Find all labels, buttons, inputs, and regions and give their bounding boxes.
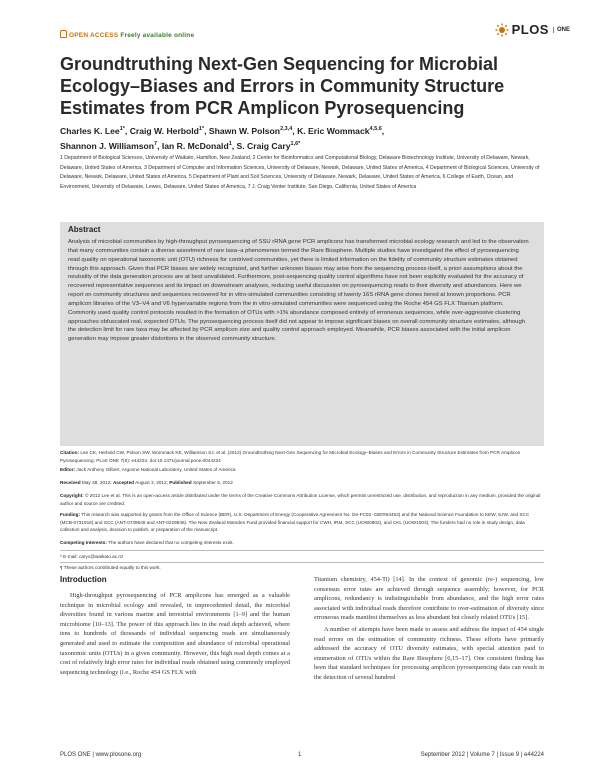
intro-paragraph: Titanium chemistry, 454-Ti) [14]. In the context of genomic (re-) sequencing, low consensus error rates are achieved through sequence assembly; however, for PCR amplicons, redundancy is indistinguishable from abundance, and the high error rates associated with individual reads therefore contribute to over-estimation of diversity since erroneous reads manifest themselves as less abundant but closely related OTUs [15]. [314, 576, 544, 622]
journal-sub: ONE [553, 27, 570, 33]
author-name: S. Craig Cary [236, 140, 291, 151]
page-header [60, 22, 570, 40]
intro-paragraph: A number of attempts have been made to assess and address the impact of 454 single read errors on the estimation of community richness. These efforts have primarily addressed the accuracy of OTU diversity estimates, with special attention paid to enumeration of OTUs within the Rare Biosphere [6,15–17]. One consistent finding has been that standard techniques for processing amplicon pyrosequencing data can result in the detection of several hundred [314, 625, 544, 681]
author-name: Shawn W. Polson [208, 125, 281, 136]
freely-available-label: Freely available online [120, 32, 195, 39]
footer-issue-info: September 2012 | Volume 7 | Issue 9 | e44224 [420, 752, 544, 758]
abstract-box [60, 222, 544, 446]
competing-interests: Competing Interests: The authors have declared that no competing interests exist. [60, 540, 234, 545]
open-access-lock-icon [60, 30, 67, 38]
email[interactable]: * E-mail: caryc@waikato.ac.nz [60, 554, 124, 559]
author-name: Shannon J. Williamson [60, 140, 154, 151]
journal-name: PLOS [511, 22, 549, 37]
author-affiliation-marker: 1* [119, 126, 125, 132]
plos-one-logo [495, 22, 570, 37]
intro-column-2 [314, 575, 544, 683]
author-name: Ian R. McDonald [161, 140, 229, 151]
author-affiliation-marker: 4,5,6 [369, 126, 382, 132]
author-name: K. Eric Wommack [297, 125, 370, 136]
editor: Editor: Jack Anthony Gilbert, Argonne National Laboratory, United States of America [60, 467, 236, 472]
divider [60, 550, 544, 551]
intro-column-1 [60, 591, 290, 677]
author-name: Craig W. Herbold [129, 125, 199, 136]
equal-contribution-note: ¶ These authors contributed equally to this work. [60, 565, 161, 570]
divider [60, 562, 544, 563]
author-affiliation-marker: 1,6* [290, 140, 301, 147]
author-affiliation-marker: 7 [154, 140, 158, 147]
dates: Received May 28, 2012; Accepted August 3, 2012; Published September 6, 2012 [60, 480, 233, 485]
footer-journal-url[interactable]: PLOS ONE | www.plosone.org [60, 752, 142, 758]
page-number: 1 [298, 752, 302, 758]
copyright: Copyright: © 2012 Lee et al. This is an open-access article distributed under the terms of the Creative Commons Attribution License, which permits unrestricted use, distribution, and reproduction in any medium, provided the original author and source are credited. [60, 493, 541, 506]
author-name: Charles K. Lee [60, 125, 120, 136]
author-affiliation-marker: 2,3,4 [280, 126, 293, 132]
affiliations: 1 Department of Biological Sciences, University of Waikato, Hamilton, New Zealand, 2 Center for Bioinformatics and Computational Biology, Delaware Biotechnology Institute, University of Delaware, Newark, Delaware, United States of America, 3 Department of Computer and Information Sciences, University of Delaware, Newark, Delaware, United States of America, 4 Department of Biological Sciences, University of Delaware, Newark, Delaware, United States of America, 5 Department of Plant and Soil Sciences, University of Delaware, Newark, Delaware, United States of America, 6 College of Earth, Ocean, and Environment, University of Delaware, Lewes, Delaware, United States of America, 7 J. Craig Venter Institute, San Diego, California, United States of America [60, 155, 540, 190]
author-affiliation-marker: 1* [198, 126, 205, 132]
author-affiliation-marker: 1 [228, 140, 232, 147]
intro-paragraph: High-throughput pyrosequencing of PCR amplicons has emerged as a valuable technique in microbial ecology and revealed, in unprecedented detail, the microbial diversities found in various marine and terrestrial environments [1–9] and the human microbiome [10–13]. The power of this approach lies in the read depth achieved, where tens to hundreds of thousands of individual sequencing reads are simultaneously generated and used to estimate the composition and abundance of microbial operational taxonomic units (OTUs) in a given community. However, this high read depth comes at a cost of relatively high error rates for individual reads obtained using commonly employed sequencing technology (i.e., Roche 454 GS FLX with [60, 592, 290, 676]
citation: Citation: Lee CK, Herbold CW, Polson SW, Wommack KE, Williamson SJ, et al. (2012) Groundtruthing Next-Gen Sequencing for Microbial Ecology–Biases and Errors in Community Structure Estimates from PCR Amplicon Pyrosequencing. PLoS ONE 7(9): e44224. doi:10.1371/journal.pone.0044224 [60, 450, 521, 463]
funding: Funding: This research was supported by grants from the Office of Science (BER), U.S. Department of Energy (Cooperative Agreement No. De-FC02- 02ER63453) and the National Science Foundation to KEW, SJW, and SCC (MCB-0731916) and SCC (ANT-0739648 and ANT-0229836). The New Zealand Marsden Fund provided financial support for CWH, IRM, SCC (UOW0802), and CKL (UOW1003). The funders had no role in study design, data collection and analysis, decision to publish, or preparation of the manuscript. [60, 512, 530, 532]
abstract-text: Analysis of microbial communities by high-throughput pyrosequencing of SSU rRNA gene PCR amplicons has transformed microbial ecology research and led to the observation that many communities contain a diverse assortment of rare taxa–a phenomenon termed the Rare Biosphere. Multiple studies have investigated the effect of pyrosequencing read quality on operational taxonomic unit (OTU) richness for contrived communities, yet there is limited information on the fidelity of community structure estimates obtained through this approach. Given that PCR biases are widely recognized, and further unknown biases may arise from the sequencing process itself, a priori assumptions about the neutrality of the data generation process are at best unvalidated. Furthermore, post-sequencing quality control algorithms have not been explicitly evaluated for the accuracy of recovered representative sequences and its impact on downstream analyses, reducing useful discussion on pyrosequencing reads to their diversity and abundances. Here we report on community structures and sequences recovered for in vitro-simulated communities consisting of twenty 16S rRNA gene clones tiered at known proportions. PCR amplicon libraries of the V3–V4 and V6 hypervariable regions from the in vitro-simulated communities were sequenced using the Roche 454 GS FLX Titanium platform. Commonly used quality control protocols resulted in the formation of OTUs with >1% abundance composed entirely of erroneous sequences, while over-aggressive clustering approaches obfuscated real, expected OTUs. The pyrosequencing process itself did not appear to impose significant biases on overall community structure estimates, although the detection limit for rare taxa may be affected by PCR amplicon size and quality control approach employed. Meanwhile, PCR biases associated with the initial amplicon generation may impose greater distortions in the observed community structure. [68, 239, 529, 343]
plos-sun-icon [495, 23, 509, 37]
open-access-badge: OPEN ACCESS Freely available online [60, 30, 194, 39]
introduction-heading: Introduction [60, 575, 107, 584]
abstract-heading: Abstract [68, 225, 101, 234]
article-title: Groundtruthing Next-Gen Sequencing for Microbial Ecology–Biases and Errors in Community Structure Estimates from PCR Amplicon Pyrosequencing [60, 54, 505, 118]
author-list: Charles K. Lee$^{1*}$, Craig W. Herbold$^{1*}$, Shawn W. Polson$^{2,3,4}$, K. Eric Wommack$^{4,5,6}$, Shannon J. Williamson$^7$, Ian R. McDonald$^1$, S. Craig Cary$^{1,6*}$ [60, 125, 385, 151]
